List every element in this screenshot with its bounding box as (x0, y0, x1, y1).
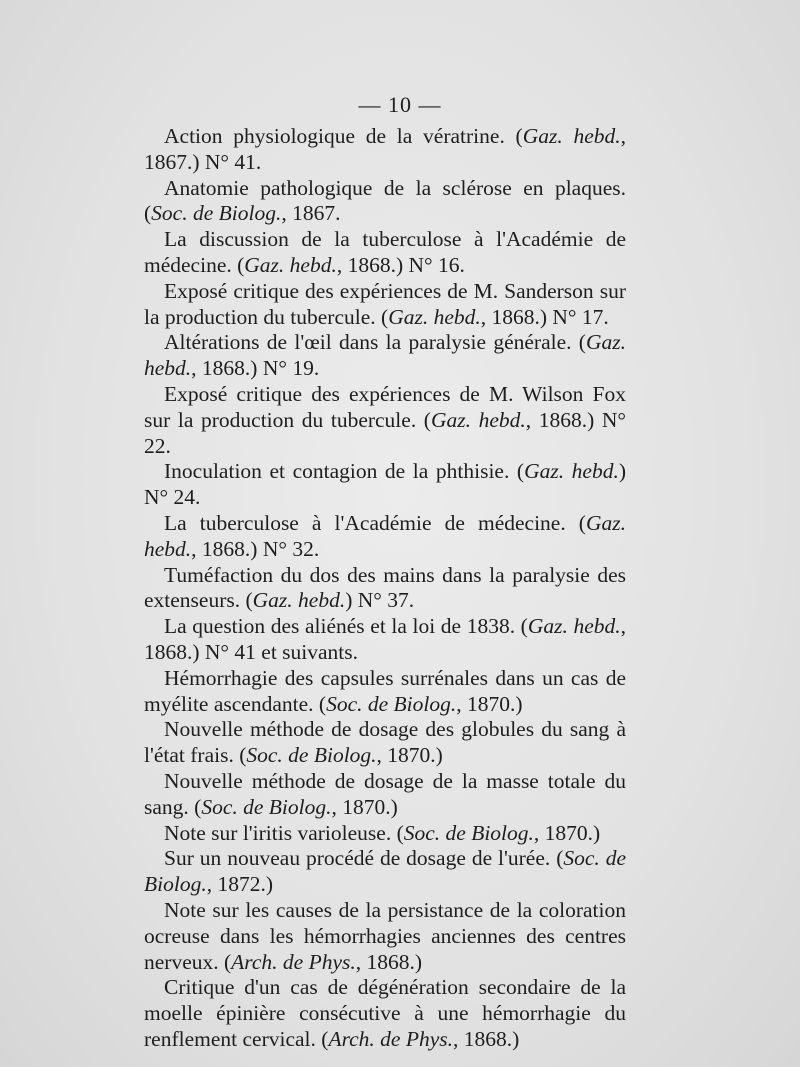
bibliography-entry: La question des aliénés et la loi de 1838. (Gaz. hebd., 1868.) N° 41 et suivants. (144, 614, 626, 664)
bibliography-entry: Exposé critique des expériences de M. Wilson Fox sur la production du tubercule. (Gaz. hebd., 1868.) N° 22. (144, 381, 626, 458)
bibliography-entry: La discussion de la tuberculose à l'Académie de médecine. (Gaz. hebd., 1868.) N° 16. (144, 227, 626, 277)
page-number: — 10 — (358, 92, 442, 117)
bibliography-entry: Nouvelle méthode de dosage des globules du sang à l'état frais. (Soc. de Biolog., 1870.) (144, 717, 626, 768)
bibliography-entry: Note sur l'iritis varioleuse. (Soc. de Biolog., 1870.) (164, 820, 601, 845)
bibliography-entry: La tuberculose à l'Académie de médecine. (Gaz. hebd., 1868.) N° 32. (144, 510, 626, 561)
bibliography-entry: Action physiologique de la vératrine. (Gaz. hebd., 1867.) N° 41. (144, 124, 627, 174)
bibliography-entry: Altérations de l'œil dans la paralysie générale. (Gaz. hebd., 1868.) N° 19. (144, 330, 626, 381)
bibliography-entry: Note sur les causes de la persistance de la coloration ocreuse dans les hémorrhagies anciennes des centres nerveux. (Arch. de Phys., 1868.) (144, 897, 626, 974)
bibliography-list (144, 124, 626, 1053)
bibliography-entry: Hémorrhagie des capsules surrénales dans un cas de myélite ascendante. (Soc. de Biolog., 1870.) (144, 665, 626, 716)
bibliography-entry: Tuméfaction du dos des mains dans la paralysie des extenseurs. (Gaz. hebd.) N° 37. (144, 562, 626, 613)
bibliography-entry: Exposé critique des expériences de M. Sanderson sur la production du tubercule. (Gaz. hebd., 1868.) N° 17. (144, 278, 626, 329)
bibliography-entry: Inoculation et contagion de la phthisie. (Gaz. hebd.) N° 24. (144, 459, 627, 510)
bibliography-entry: Sur un nouveau procédé de dosage de l'urée. (Soc. de Biolog., 1872.) (144, 846, 627, 897)
bibliography-entry: Critique d'un cas de dégénération secondaire de la moelle épinière consécutive à une hémorrhagie du renflement cervical. (Arch. de Phys., 1868.) (144, 975, 626, 1051)
bibliography-entry: Nouvelle méthode de dosage de la masse totale du sang. (Soc. de Biolog., 1870.) (144, 768, 626, 819)
bibliography-entry: Anatomie pathologique de la sclérose en plaques. (Soc. de Biolog., 1867. (144, 175, 626, 226)
